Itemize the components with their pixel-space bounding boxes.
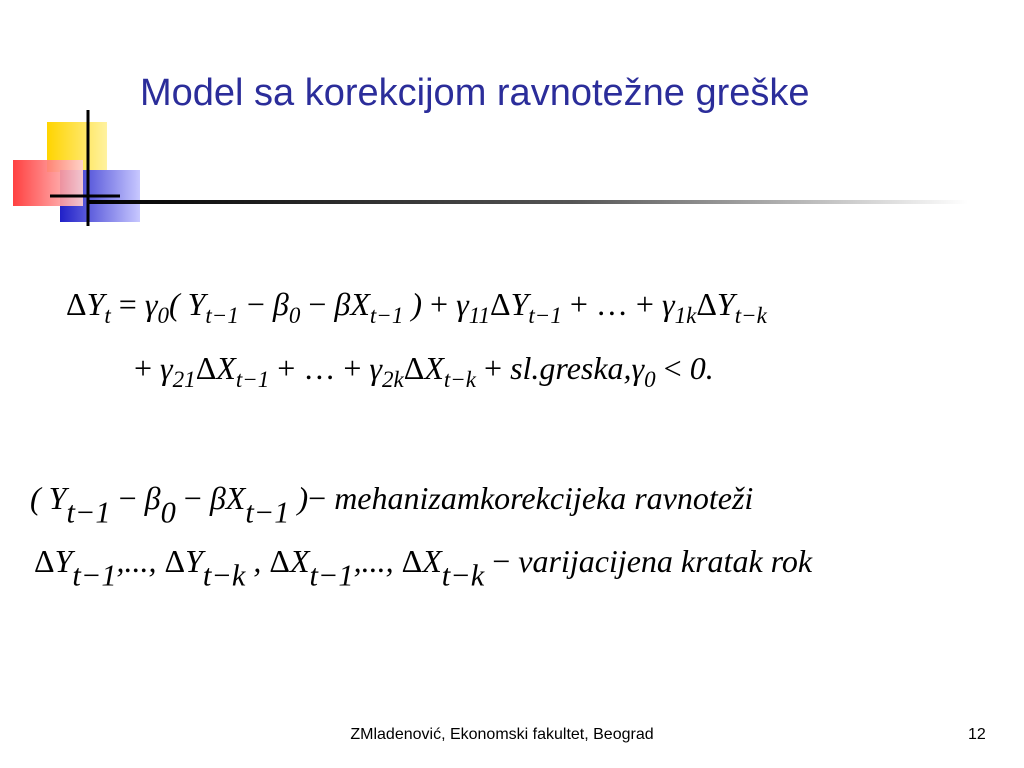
equation-line-1: $\Delta Y_t = \gamma_0$( $Y_{t-1} - \beta_0 - \beta X_{t-1}$ ) + $\gamma_{11}\Delta Y_{t-1}$ + … + $\gamma_{1k}\Delta Y_{t-k}$ <box>66 286 767 329</box>
slide-logo-graphic <box>0 0 1024 240</box>
slide-title: Model sa korekcijom ravnotežne greške <box>140 72 810 114</box>
slide-footer: ZMladenović, Ekonomski fakultet, Beograd <box>350 726 654 743</box>
page-number: 12 <box>968 726 986 743</box>
equation-error-correction-term: ( $Y_{t-1} - \beta_0 - \beta X_{t-1}$ )− mehanizamkorekcijeka ravnoteži <box>30 480 754 530</box>
equation-short-run-variations: $\Delta Y_{t-1}$,..., $\Delta Y_{t-k}$ , $\Delta X_{t-1}$,..., $\Delta X_{t-k}$ − varijacijena kratak rok <box>34 543 813 593</box>
title-rule <box>88 200 968 204</box>
equation-line-2: + $\gamma_{21}\Delta X_{t-1}$ + … + $\gamma_{2k}\Delta X_{t-k}$ + $sl.greska,\gamma_0 < 0$. <box>134 350 714 393</box>
logo-red-square <box>13 160 83 206</box>
